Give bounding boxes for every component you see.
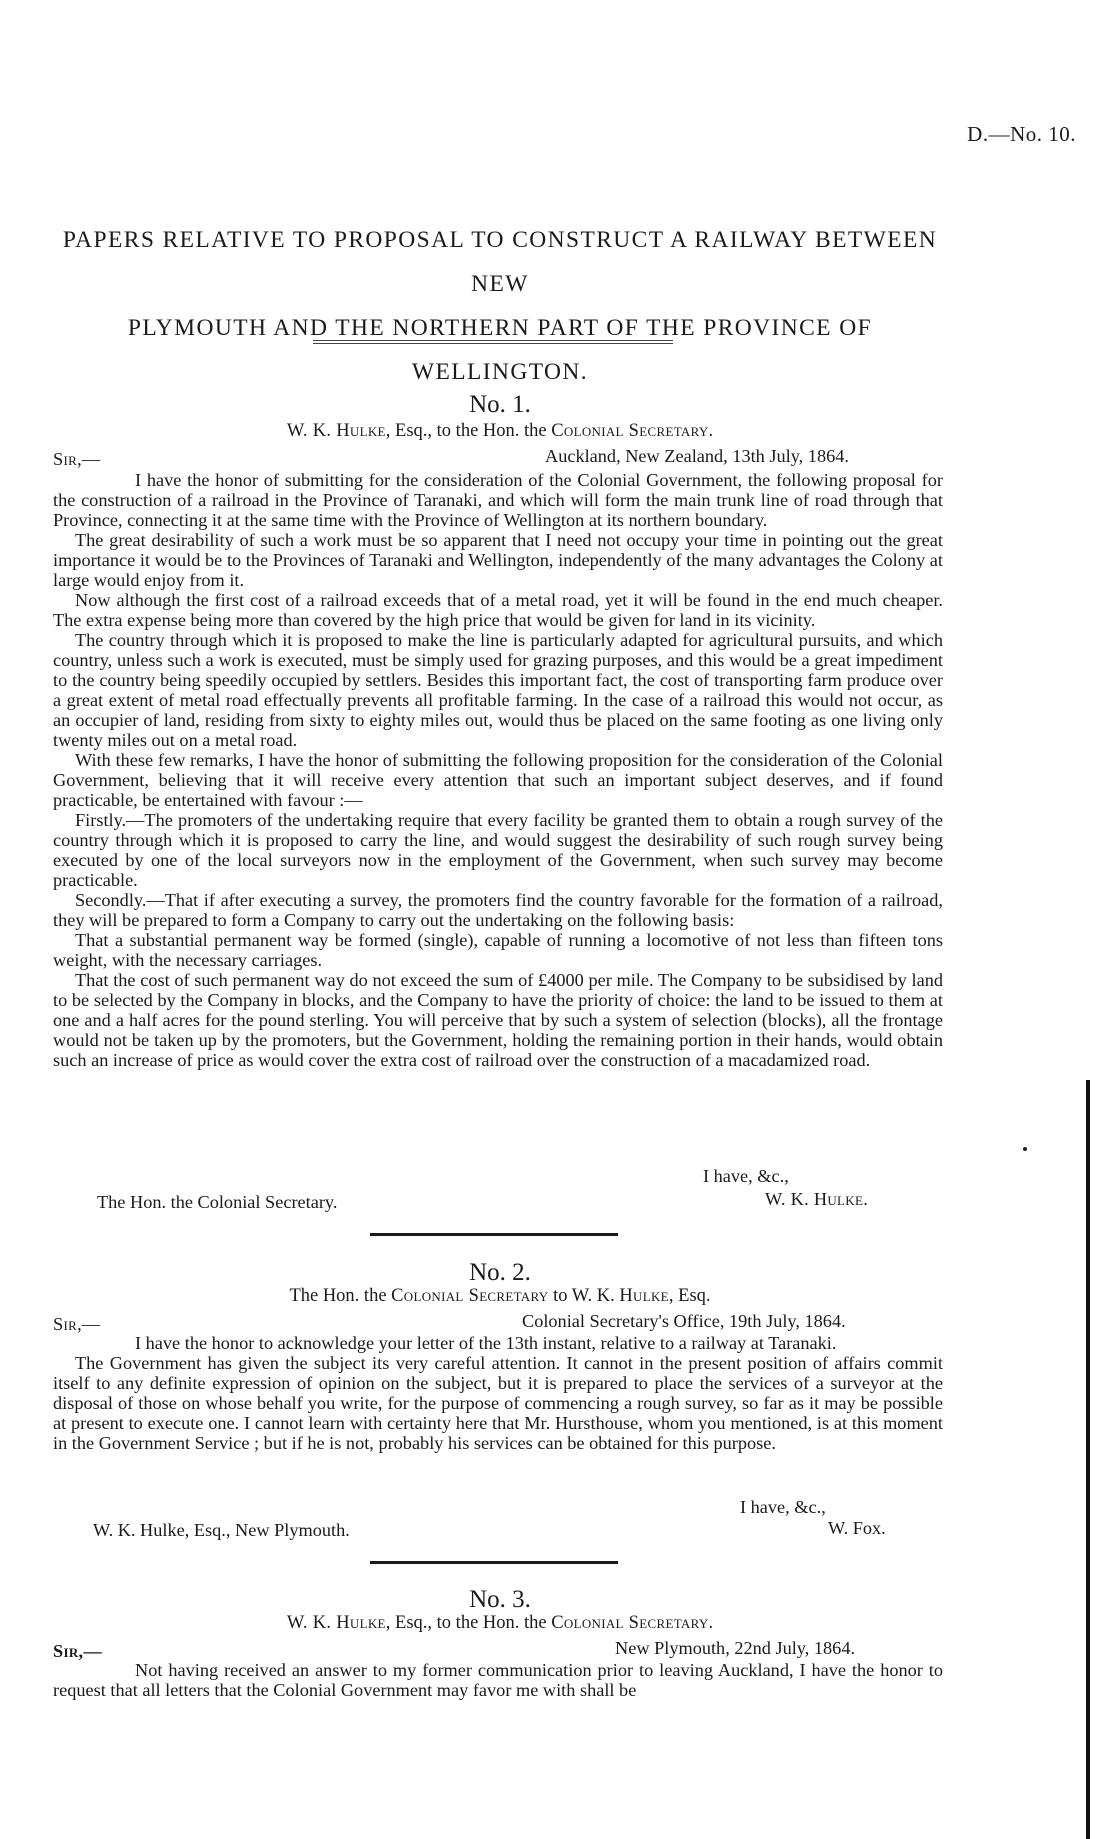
letter-1-recipient: Colonial Secretary [551, 421, 709, 441]
letter-3-paragraph: Not having received an answer to my former communication prior to leaving Auckland, I have the honor to request that all letters that the Colonial Government may favor me with shall be [53, 1660, 943, 1700]
letter-2-salutation: Sir,— [53, 1314, 101, 1334]
letter-2-signature: W. Fox. [828, 1518, 886, 1538]
letter-3-recipient: Colonial Secretary [551, 1613, 709, 1633]
letter-1-signature: W. K. Hulke. [765, 1189, 869, 1209]
document-reference: D.—No. 10. [967, 122, 1076, 146]
document-title [40, 218, 960, 394]
ink-mark [1023, 1147, 1027, 1151]
letter-2-addressee: W. K. Hulke, Esq., New Plymouth. [93, 1520, 350, 1540]
letter-1-body [53, 470, 943, 1070]
letter-1-paragraph: Secondly.—That if after executing a survey, the promoters find the country favorable for the formation of a railroad, they will be prepared to form a Company to carry out the undertaking on the following basis: [53, 890, 943, 930]
letter-3-header [40, 1612, 960, 1634]
letter-3-number: No. 3. [469, 1586, 531, 1613]
letter-3-body [53, 1660, 943, 1700]
letter-2-paragraph: I have the honor to acknowledge your letter of the 13th instant, relative to a railway at Taranaki. [135, 1333, 837, 1353]
letter-1-closing: I have, &c., [703, 1166, 789, 1186]
letter-1-addressee: The Hon. the Colonial Secretary. [97, 1192, 338, 1212]
letter-1-paragraph: Firstly.—The promoters of the undertaking require that every facility be granted them to obtain a rough survey of the country through which it is proposed to carry the line, and would suggest the desirability of such rough survey being executed by one of the local surveyors now in the employment of the Government, when such survey may become practicable. [53, 810, 943, 890]
letter-1-paragraph: That the cost of such permanent way do not exceed the sum of £4000 per mile. The Company to be subsidised by land to be selected by the Company in blocks, and the Company to have the priority of choice: the land to be issued to them at one and a half acres for the pound sterling. You will perceive that by such a system of selection (blocks), all the frontage would not be taken up by the promoters, but the Government, holding the remaining portion in their hands, would obtain such an increase of price as would cover the extra cost of railroad over the construction of a macadamized road. [53, 970, 943, 1070]
letter-1-place-date: Auckland, New Zealand, 13th July, 1864. [545, 446, 849, 466]
letter-2-number: No. 2. [469, 1259, 531, 1286]
letter-3-header-text: , Esq., to the Hon. the [385, 1613, 552, 1633]
letter-2-header-mid: to W. K. [548, 1286, 620, 1306]
letter-1-header-end: . [708, 421, 714, 441]
letter-1-paragraph: The country through which it is proposed to make the line is particularly adapted for agricultural pursuits, and which country, unless such a work is executed, must be simply used for grazing purposes, and this would be a great impediment to the country being speedily occupied by settlers. Besides this important fact, the cost of transporting farm produce over a great extent of metal road effectually prevents all profitable farming. In the case of a railroad this would not occur, as an occupier of land, residing from sixty to eighty miles out, would thus be placed on the same footing as one living only twenty miles out on a metal road. [53, 630, 943, 750]
letter-2-sender: Colonial Secretary [391, 1286, 549, 1306]
section-rule [370, 1561, 618, 1564]
letter-3-salutation: Sir,— [53, 1641, 102, 1661]
letter-2-recipient: Hulke [619, 1286, 669, 1306]
letter-3-header-end: . [708, 1613, 714, 1633]
letter-1-paragraph: That a substantial permanent way be formed (single), capable of running a locomotive of not less than fifteen tons weight, with the necessary carriages. [53, 930, 943, 970]
letter-2-place-date: Colonial Secretary's Office, 19th July, 1864. [522, 1311, 846, 1331]
letter-2-closing: I have, &c., [740, 1497, 826, 1517]
letter-2-header-end: , Esq. [668, 1286, 711, 1306]
letter-2-header-text: The Hon. the [289, 1286, 392, 1306]
section-rule [370, 1233, 618, 1236]
letter-1-number: No. 1. [469, 391, 531, 418]
letter-1-header [40, 420, 960, 442]
letter-3-sender: W. K. Hulke [286, 1613, 386, 1633]
letter-1-paragraph: With these few remarks, I have the honor of submitting the following proposition for the consideration of the Colonial Government, believing that it will receive every attention that such an important subject deserves, and if found practicable, be entertained with favour :— [53, 750, 943, 810]
letter-1-paragraph: The great desirability of such a work must be so apparent that I need not occupy your time in pointing out the great importance it would be to the Provinces of Taranaki and Wellington, independently of the many advantages the Colony at large would enjoy from it. [53, 530, 943, 590]
letter-1-header-text: , Esq., to the Hon. the [385, 421, 552, 441]
letter-2-paragraph: The Government has given the subject its very careful attention. It cannot in the present position of affairs commit itself to any definite expression of opinion on the subject, but it is prepared to place the services of a surveyor at the disposal of those on whose behalf you write, for the purpose of commencing a rough survey, so far as it may be possible at present to execute one. I cannot learn with certainty here that Mr. Hursthouse, whom you mentioned, is at this moment in the Government Service ; but if he is not, probably his services can be obtained for this purpose. [53, 1353, 943, 1453]
letter-2-body [53, 1333, 943, 1453]
letter-1-salutation: Sir,— [53, 449, 101, 469]
letter-3-place-date: New Plymouth, 22nd July, 1864. [615, 1638, 856, 1658]
letter-2-header [40, 1285, 960, 1307]
title-line-1: PAPERS RELATIVE TO PROPOSAL TO CONSTRUCT A RAILWAY BETWEEN NEW [62, 227, 938, 297]
title-line-2: PLYMOUTH AND THE NORTHERN PART OF THE PROVINCE OF WELLINGTON. [127, 315, 873, 385]
title-divider [313, 340, 673, 346]
page-edge-bar [1086, 1080, 1090, 1839]
letter-1-sender: W. K. Hulke [286, 421, 386, 441]
letter-1-paragraph: Now although the first cost of a railroad exceeds that of a metal road, yet it will be found in the end much cheaper. The extra expense being more than covered by the high price that would be given for land in its vicinity. [53, 590, 943, 630]
letter-1-paragraph: I have the honor of submitting for the consideration of the Colonial Government, the following proposal for the construction of a railroad in the Province of Taranaki, and which will form the main trunk line of road through that Province, connecting it at the same time with the Province of Wellington at its northern boundary. [53, 470, 943, 530]
